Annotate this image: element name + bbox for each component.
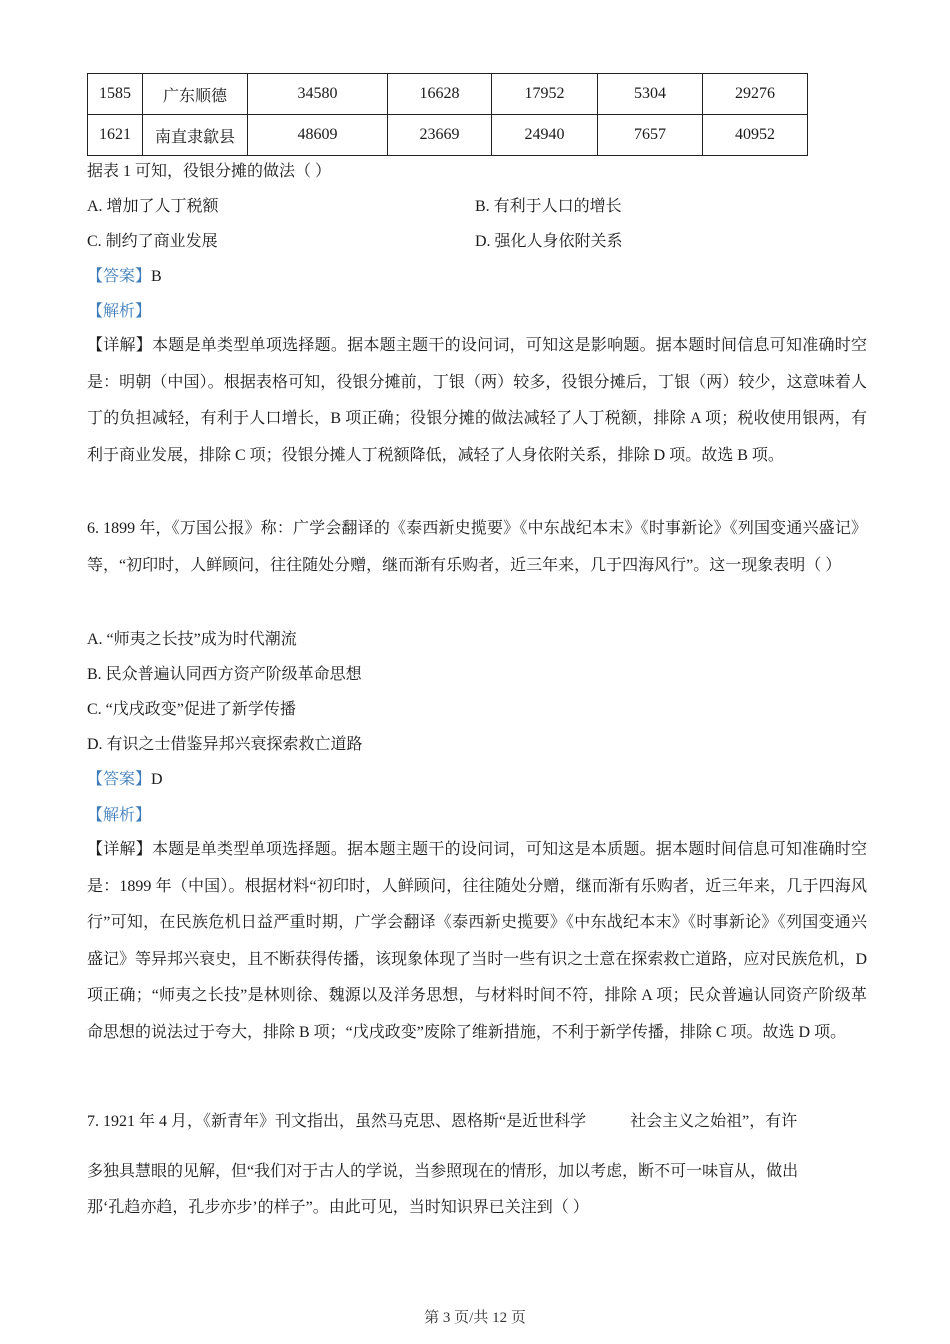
table-cell: 48609	[248, 115, 388, 156]
answer-value: D	[151, 771, 163, 788]
table-cell: 24940	[492, 115, 598, 156]
detail-label: 【详解】	[87, 337, 153, 354]
table-cell: 16628	[388, 74, 492, 115]
detail-text: 本题是单类型单项选择题。据本题主题干的设问词，可知这是本质题。据本题时间信息可知准确时空是：1899 年（中国）。根据材料“初印时，人鲜顾问，往往随处分赠，继而渐有乐购者，近三年来，几于四海风行”可知，在民族危机日益严重时期，广学会翻译《泰西新史揽要》《中东战纪本末》《时事新论》《列国变通兴盛记》等异邦兴衰史，且不断获得传播，该现象体现了当时一些有识之士意在探索救亡道路，应对民族危机，D 项正确；“师夷之长技”是林则徐、魏源以及洋务思想，与材料时间不符，排除 A 项；民众普遍认同资产阶级革命思想的说法过于夸大，排除 B 项；“戊戌政变”废除了维新措施，不利于新学传播，排除 C 项。故选 D 项。	[87, 841, 867, 1041]
q5-option-c: C. 制约了商业发展	[87, 233, 218, 250]
table-row	[88, 115, 808, 156]
table-cell: 1585	[88, 74, 143, 115]
detail-label: 【详解】	[87, 841, 153, 858]
table-cell: 广东顺德	[143, 74, 248, 115]
table-cell: 40952	[703, 115, 808, 156]
table-cell: 17952	[492, 74, 598, 115]
q7-stem-line2: 多独具慧眼的见解，但“我们对于古人的学说，当参照现在的情形，加以考虑，断不可一味盲从，做出	[87, 1163, 799, 1180]
q5-stem: 据表 1 可知，役银分摊的做法（ ）	[87, 163, 332, 180]
answer-label: 【答案】	[87, 268, 152, 285]
table-cell: 29276	[703, 74, 808, 115]
q6-answer	[87, 770, 163, 790]
q6-detail	[87, 832, 867, 1052]
q5-option-b: B. 有利于人口的增长	[475, 198, 622, 215]
q6-option-d: D. 有识之士借鉴异邦兴衰探索救亡道路	[87, 736, 363, 753]
q7-stem-line3: 那‘孔趋亦趋，孔步亦步’的样子”。由此可见，当时知识界已关注到（ ）	[87, 1199, 589, 1216]
table-cell: 5304	[598, 74, 703, 115]
answer-label: 【答案】	[87, 771, 152, 788]
detail-text: 本题是单类型单项选择题。据本题主题干的设问词，可知这是影响题。据本题时间信息可知准确时空是：明朝（中国）。根据表格可知，役银分摊前，丁银（两）较多，役银分摊后，丁银（两）较少，这意味着人丁的负担减轻，有利于人口增长，B 项正确；役银分摊的做法减轻了人丁税额，排除 A 项；税收使用银两，有利于商业发展，排除 C 项；役银分摊人丁税额降低，减轻了人身依附关系，排除 D 项。故选 B 项。	[87, 337, 867, 464]
table-cell: 23669	[388, 115, 492, 156]
q5-answer	[87, 267, 162, 287]
q6-stem: 6. 1899 年，《万国公报》称：广学会翻译的《泰西新史揽要》《中东战纪本末》《时事新论》《列国变通兴盛记》等，“初印时，人鲜顾问，往往随处分赠，继而渐有乐购者，近三年来，几于四海风行”。这一现象表明（ ）	[87, 520, 867, 574]
q6-analysis-label: 【解析】	[87, 807, 152, 824]
q5-analysis-label: 【解析】	[87, 303, 152, 320]
q5-option-a: A. 增加了人丁税额	[87, 198, 219, 215]
table-cell: 南直隶歙县	[143, 115, 248, 156]
table-cell: 7657	[598, 115, 703, 156]
data-table	[87, 73, 808, 156]
q6-option-c: C. “戊戌政变”促进了新学传播	[87, 701, 296, 718]
answer-value: B	[151, 268, 162, 285]
table-row	[88, 74, 808, 115]
q7-stem-part2: 社会主义之始祖”，有许	[630, 1113, 798, 1130]
q7-stem-line1	[87, 1112, 797, 1132]
page-footer: 第 3 页/共 12 页	[424, 1310, 526, 1326]
table-cell: 34580	[248, 74, 388, 115]
q7-stem-part1: 7. 1921 年 4 月，《新青年》刊文指出，虽然马克思、恩格斯“是近世科学	[87, 1113, 587, 1130]
q6-option-a: A. “师夷之长技”成为时代潮流	[87, 631, 297, 648]
q5-detail	[87, 328, 867, 474]
table-cell: 1621	[88, 115, 143, 156]
q5-option-d: D. 强化人身依附关系	[475, 233, 623, 250]
q6-option-b: B. 民众普遍认同西方资产阶级革命思想	[87, 666, 362, 683]
